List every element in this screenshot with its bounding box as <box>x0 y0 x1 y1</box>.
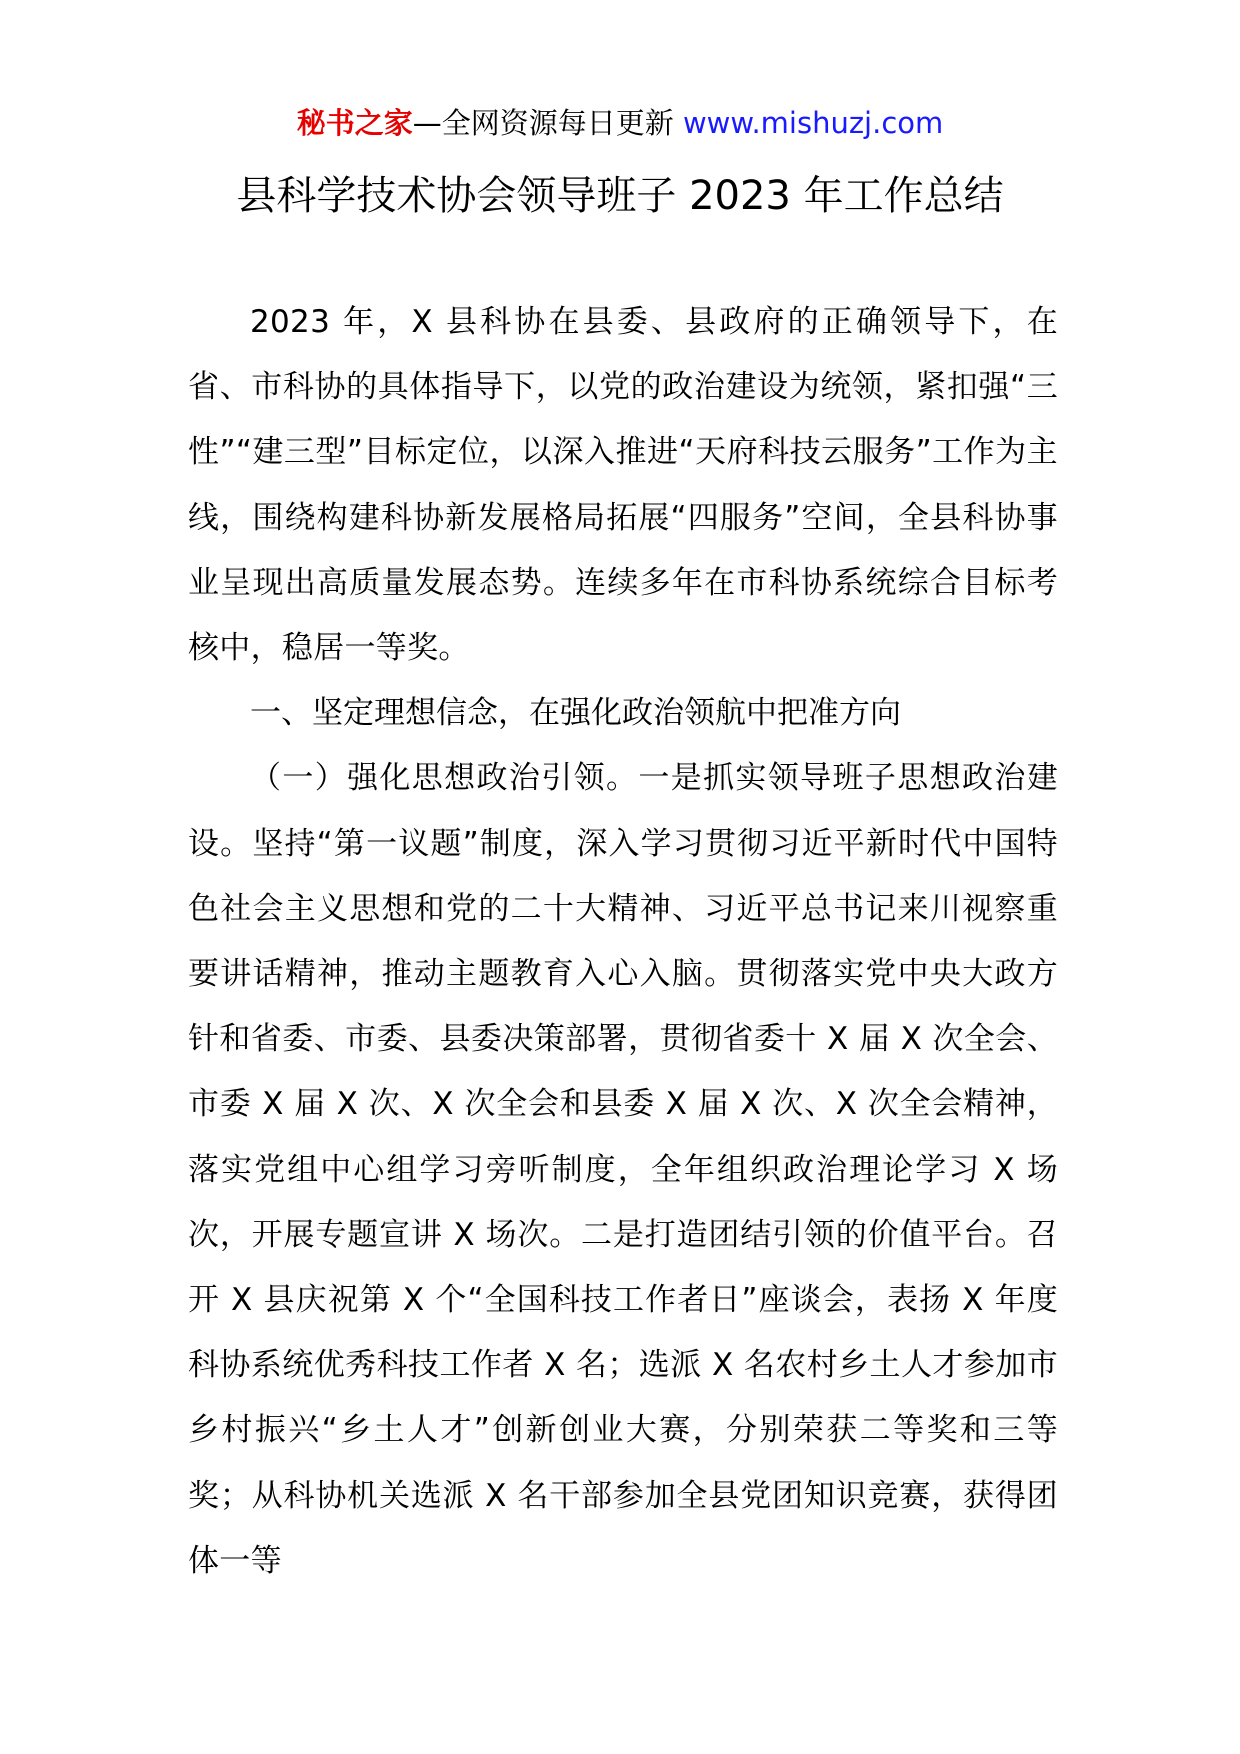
site-url-link[interactable]: www.mishuzj.com <box>682 106 944 140</box>
document-title: 县科学技术协会领导班子 2023 年工作总结 <box>236 173 1004 219</box>
site-header <box>0 103 1240 143</box>
section-heading: 一、坚定理想信念，在强化政治领航中把准方向 <box>250 695 901 732</box>
document-body <box>188 290 1058 1594</box>
brand-name: 秘书之家 <box>296 106 413 140</box>
site-tagline: —全网资源每日更新 <box>412 106 683 140</box>
intro-paragraph: 2023 年，X 县科协在县委、县政府的正确领导下，在省、市科协的具体指导下，以党的政治建设为统领，紧扣强“三性”“建三型”目标定位，以深入推进“天府科技云服务”工作为主线，围绕构建科协新发展格局拓展“四服务”空间，全县科协事业呈现出高质量发展态势。连续多年在市科协系统综合目标考核中，稳居一等奖。 <box>188 304 1058 667</box>
section-paragraph: （一）强化思想政治引领。一是抓实领导班子思想政治建设。坚持“第一议题”制度，深入学习贯彻习近平新时代中国特色社会主义思想和党的二十大精神、习近平总书记来川视察重要讲话精神，推动主题教育入心入脑。贯彻落实党中央大政方针和省委、市委、县委决策部署，贯彻省委十 X 届 X 次全会、市委 X 届 X 次、X 次全会和县委 X 届 X 次、X 次全会精神，落实党组中心组学习旁听制度，全年组织政治理论学习 X 场次，开展专题宣讲 X 场次。二是打造团结引领的价值平台。召开 X 县庆祝第 X 个“全国科技工作者日”座谈会，表扬 X 年度科协系统优秀科技工作者 X 名；选派 X 名农村乡土人才参加市乡村振兴“乡土人才”创新创业大赛，分别荣获二等奖和三等奖；从科协机关选派 X 名干部参加全县党团知识竞赛，获得团体一等 <box>188 760 1058 1579</box>
